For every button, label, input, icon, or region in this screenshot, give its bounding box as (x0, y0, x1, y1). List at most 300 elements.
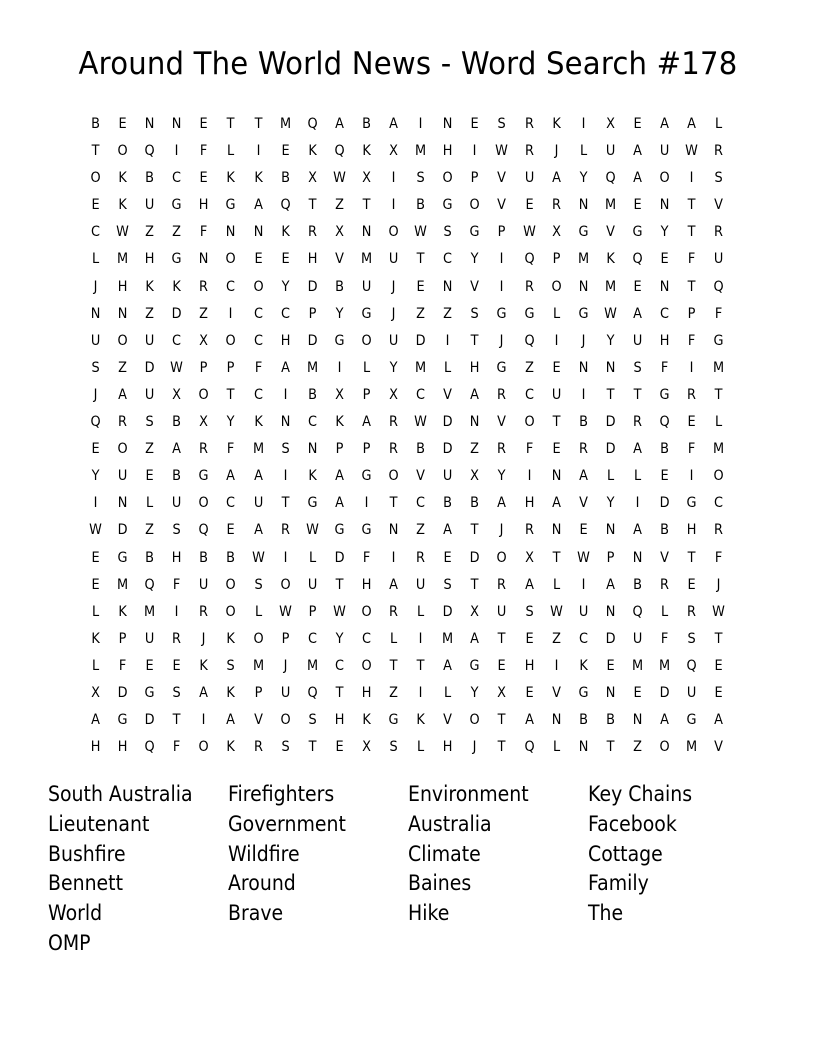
grid-letter: O (117, 332, 128, 349)
grid-letter: T (552, 414, 561, 431)
grid-letter: K (253, 170, 263, 187)
grid-letter: X (334, 224, 344, 241)
grid-letter: O (198, 495, 209, 512)
grid-letter: W (576, 549, 590, 566)
grid-letter: A (253, 522, 263, 539)
grid-letter: I (283, 386, 288, 403)
grid-letter: Q (713, 278, 724, 295)
word-list-item: Firefighters (228, 782, 335, 806)
grid-letter: O (117, 143, 128, 160)
grid-letter: K (118, 170, 127, 187)
grid-letter: F (200, 224, 208, 241)
word-list-item: Climate (408, 841, 481, 866)
grid-letter: G (686, 712, 697, 729)
grid-letter: H (307, 251, 318, 268)
grid-letter: C (226, 278, 236, 295)
grid-letter: G (469, 224, 480, 241)
grid-letter: K (91, 630, 100, 647)
grid-letter: J (581, 332, 586, 349)
grid-letter: N (117, 305, 128, 322)
grid-letter: J (391, 278, 396, 295)
grid-letter: D (605, 630, 616, 647)
word-list-item: The (588, 901, 624, 926)
grid-letter: O (361, 657, 372, 674)
grid-letter: N (361, 224, 372, 241)
grid-letter: A (660, 116, 669, 132)
grid-letter: N (659, 278, 670, 295)
grid-letter: D (144, 712, 155, 729)
grid-letter: V (497, 170, 507, 187)
grid-letter: W (414, 414, 428, 431)
grid-letter: H (659, 332, 670, 349)
grid-letter: C (172, 332, 182, 349)
grid-letter: R (497, 386, 507, 403)
grid-letter: U (632, 630, 643, 647)
grid-letter: E (91, 576, 100, 593)
word-list-item: Environment (408, 782, 529, 806)
grid-letter: Y (227, 414, 235, 431)
grid-letter: M (686, 739, 698, 756)
grid-letter: G (198, 468, 209, 485)
grid-letter: Z (389, 684, 398, 701)
grid-letter: D (171, 305, 182, 322)
grid-letter: Z (416, 522, 426, 539)
grid-letter: G (334, 522, 345, 539)
grid-letter: H (524, 495, 534, 512)
grid-letter: R (389, 603, 399, 620)
grid-letter: M (604, 278, 616, 295)
grid-letter: V (470, 278, 480, 295)
grid-letter: B (145, 549, 155, 566)
grid-letter: B (199, 549, 209, 566)
grid-letter: W (522, 224, 536, 241)
grid-letter: Z (145, 441, 155, 458)
grid-letter: K (606, 251, 615, 268)
grid-letter: E (199, 170, 208, 187)
grid-letter: T (416, 251, 425, 268)
grid-letter: T (91, 143, 100, 160)
grid-letter: I (256, 143, 261, 160)
grid-letter: B (443, 495, 453, 512)
grid-letter: O (225, 251, 237, 268)
grid-letter: I (445, 332, 450, 349)
grid-letter: F (227, 441, 235, 458)
grid-letter: B (416, 441, 426, 458)
grid-letter: D (469, 549, 480, 566)
grid-letter: N (605, 603, 616, 620)
grid-letter: A (334, 116, 344, 132)
grid-letter: T (498, 630, 506, 647)
grid-letter: V (443, 386, 453, 403)
grid-letter: C (253, 386, 263, 403)
grid-letter: I (337, 359, 342, 376)
grid-letter: M (604, 197, 616, 214)
grid-letter: F (254, 359, 262, 376)
grid-letter: T (552, 549, 561, 566)
grid-letter: M (360, 251, 373, 268)
grid-letter: T (687, 549, 696, 566)
grid-letter: O (361, 332, 372, 349)
grid-letter: T (714, 630, 723, 647)
grid-letter: B (226, 549, 236, 566)
grid-letter: I (391, 549, 396, 566)
grid-letter: N (307, 441, 318, 458)
grid-letter: A (389, 116, 398, 132)
grid-letter: A (334, 495, 344, 512)
word-list (48, 780, 768, 959)
grid-letter: Q (307, 684, 318, 701)
grid-letter: A (362, 414, 371, 431)
grid-letter: P (362, 386, 371, 403)
grid-letter: H (524, 657, 534, 674)
grid-letter: I (364, 495, 369, 512)
grid-letter: O (117, 441, 128, 458)
grid-letter: U (686, 684, 697, 701)
grid-letter: D (605, 414, 616, 431)
grid-letter: O (659, 739, 670, 756)
grid-letter: Q (144, 143, 155, 160)
grid-letter: B (172, 414, 182, 431)
grid-letter: E (470, 116, 479, 132)
grid-letter: C (307, 414, 317, 431)
grid-letter: C (714, 495, 724, 512)
grid-letter: I (418, 630, 423, 647)
grid-letter: K (335, 414, 344, 431)
grid-letter: O (225, 332, 237, 349)
grid-letter: B (660, 441, 669, 458)
grid-letter: M (252, 441, 264, 458)
grid-letter: X (199, 414, 209, 431)
grid-letter: U (605, 143, 616, 160)
grid-letter: T (714, 386, 723, 403)
grid-letter: A (633, 522, 642, 539)
grid-letter: L (633, 468, 642, 485)
grid-letter: N (551, 712, 561, 729)
grid-letter: D (144, 359, 155, 376)
grid-letter: A (497, 495, 507, 512)
grid-letter: X (497, 684, 507, 701)
grid-letter: R (524, 278, 534, 295)
grid-letter: H (171, 549, 182, 566)
grid-letter: P (227, 359, 235, 376)
grid-letter: Y (498, 468, 506, 485)
grid-letter: A (470, 386, 480, 403)
grid-letter: O (469, 197, 480, 214)
grid-letter: S (524, 603, 534, 620)
grid-letter: A (551, 495, 561, 512)
grid-letter: R (632, 414, 642, 431)
grid-letter: M (415, 143, 427, 160)
grid-letter: L (444, 359, 452, 376)
grid-letter: U (578, 603, 588, 620)
grid-letter: E (91, 441, 100, 458)
grid-letter: I (418, 684, 423, 701)
grid-letter: T (227, 116, 235, 132)
grid-letter: U (280, 684, 290, 701)
grid-letter: R (389, 441, 399, 458)
grid-letter: P (498, 224, 506, 241)
grid-letter: H (280, 332, 291, 349)
grid-letter: E (335, 739, 344, 756)
grid-letter: I (174, 143, 179, 160)
grid-letter: U (172, 495, 182, 512)
grid-letter: W (170, 359, 184, 376)
grid-letter: F (687, 332, 696, 349)
grid-letter: S (443, 224, 452, 241)
grid-letter: Y (389, 359, 398, 376)
grid-letter: Q (523, 332, 535, 349)
grid-letter: K (172, 278, 182, 295)
grid-letter: B (145, 170, 155, 187)
grid-letter: N (117, 495, 128, 512)
grid-letter: C (253, 332, 263, 349)
grid-letter: K (118, 603, 127, 620)
grid-letter: H (442, 739, 453, 756)
grid-letter: B (280, 170, 290, 187)
grid-letter: N (605, 522, 616, 539)
grid-letter: X (307, 170, 317, 187)
grid-letter: V (551, 684, 561, 701)
grid-letter: O (253, 278, 264, 295)
grid-letter: F (660, 359, 669, 376)
grid-letter: E (199, 116, 208, 132)
grid-letter: I (527, 468, 531, 485)
grid-letter: T (362, 197, 371, 214)
grid-letter: R (199, 603, 209, 620)
grid-letter: G (659, 386, 670, 403)
grid-letter: U (90, 332, 101, 349)
grid-letter: L (91, 657, 100, 674)
grid-letter: T (470, 522, 479, 539)
grid-letter: R (687, 603, 697, 620)
grid-letter: K (280, 224, 290, 241)
grid-letter: X (334, 386, 344, 403)
grid-letter: H (686, 522, 697, 539)
grid-letter: P (118, 630, 127, 647)
grid-letter: Z (470, 441, 480, 458)
grid-letter: V (416, 468, 426, 485)
grid-letter: K (308, 143, 317, 160)
grid-letter: P (281, 630, 290, 647)
grid-letter: W (116, 224, 130, 241)
grid-letter: V (578, 495, 588, 512)
grid-letter: N (551, 468, 561, 485)
grid-letter: P (200, 359, 208, 376)
grid-letter: O (496, 549, 508, 566)
grid-letter: O (388, 468, 399, 485)
grid-letter: R (416, 549, 426, 566)
grid-letter: B (470, 495, 480, 512)
grid-letter: E (524, 197, 534, 214)
grid-letter: E (552, 441, 561, 458)
grid-letter: A (660, 712, 669, 729)
grid-letter: R (253, 739, 263, 756)
grid-letter: H (199, 197, 209, 214)
grid-letter: U (713, 251, 724, 268)
grid-letter: G (578, 224, 589, 241)
grid-letter: Z (145, 305, 155, 322)
grid-letter: D (605, 441, 616, 458)
grid-letter: W (251, 549, 265, 566)
grid-letter: V (497, 197, 507, 214)
grid-letter: G (496, 359, 507, 376)
grid-letter: S (687, 630, 696, 647)
grid-letter: I (283, 549, 288, 566)
grid-letter: D (442, 414, 453, 431)
grid-letter: V (443, 712, 453, 729)
grid-letter: Q (307, 116, 318, 132)
grid-letter: A (524, 712, 534, 729)
grid-letter: L (552, 305, 560, 322)
grid-letter: T (281, 495, 290, 512)
grid-letter: L (552, 739, 560, 756)
grid-letter: L (389, 630, 398, 647)
grid-letter: N (280, 414, 291, 431)
grid-letter: W (712, 603, 726, 620)
grid-letter: H (361, 684, 372, 701)
grid-letter: M (306, 657, 318, 674)
grid-letter: R (172, 630, 182, 647)
grid-letter: N (442, 116, 453, 132)
grid-letter: X (605, 116, 615, 132)
grid-letter: F (714, 549, 723, 566)
grid-letter: M (117, 251, 129, 268)
grid-letter: L (660, 603, 669, 620)
grid-letter: G (713, 332, 724, 349)
grid-letter: Y (335, 630, 344, 647)
grid-letter: K (145, 278, 154, 295)
grid-letter: R (524, 143, 534, 160)
grid-letter: M (415, 359, 427, 376)
grid-letter: L (715, 414, 723, 431)
grid-letter: U (497, 603, 507, 620)
grid-letter: R (280, 522, 290, 539)
grid-letter: J (93, 386, 98, 403)
grid-letter: G (578, 305, 589, 322)
grid-letter: U (443, 468, 453, 485)
grid-letter: R (389, 414, 399, 431)
grid-letter: R (199, 278, 209, 295)
grid-letter: E (226, 522, 236, 539)
grid-letter: F (118, 657, 127, 674)
grid-letter: S (254, 576, 263, 593)
grid-letter: Z (145, 522, 155, 539)
grid-letter: U (307, 576, 318, 593)
grid-letter: C (416, 495, 426, 512)
grid-letter: D (659, 684, 670, 701)
grid-letter: P (254, 684, 262, 701)
grid-letter: H (117, 739, 128, 756)
grid-letter: L (308, 549, 316, 566)
grid-letter: E (281, 143, 290, 160)
grid-letter: Z (118, 359, 128, 376)
grid-letter: Q (605, 170, 616, 187)
grid-letter: O (280, 712, 291, 729)
grid-letter: Y (470, 251, 479, 268)
grid-letter: L (91, 251, 100, 268)
grid-letter: L (146, 495, 154, 512)
grid-letter: W (333, 170, 346, 187)
grid-letter: A (714, 712, 724, 729)
letter-grid (82, 111, 732, 761)
grid-letter: G (524, 305, 535, 322)
grid-letter: M (577, 251, 589, 268)
grid-letter: G (361, 468, 372, 485)
grid-letter: F (173, 739, 181, 756)
grid-letter: B (660, 522, 669, 539)
grid-letter: C (524, 386, 534, 403)
grid-letter: M (279, 116, 291, 132)
grid-letter: K (416, 712, 425, 729)
grid-letter: S (281, 739, 290, 756)
grid-letter: M (713, 359, 725, 376)
grid-letter: E (118, 116, 127, 132)
grid-letter: I (283, 468, 288, 485)
grid-letter: E (524, 684, 534, 701)
grid-letter: O (280, 576, 291, 593)
grid-letter: T (470, 332, 479, 349)
grid-letter: M (713, 441, 725, 458)
grid-letter: T (308, 739, 317, 756)
grid-letter: N (226, 224, 236, 241)
grid-letter: F (362, 549, 371, 566)
grid-letter: W (89, 522, 102, 539)
word-list-item: Facebook (588, 811, 677, 836)
grid-letter: T (172, 712, 181, 729)
page-title: Around The World News - Word Search #178 (78, 46, 738, 82)
grid-letter: U (388, 332, 399, 349)
grid-letter: Z (524, 359, 534, 376)
grid-letter: M (252, 657, 264, 674)
grid-letter: E (524, 630, 534, 647)
grid-letter: N (605, 684, 616, 701)
grid-letter: Q (198, 522, 209, 539)
grid-letter: I (472, 143, 477, 160)
grid-letter: B (605, 712, 615, 729)
grid-letter: F (525, 441, 533, 458)
grid-letter: E (172, 657, 181, 674)
grid-letter: C (443, 251, 453, 268)
grid-letter: Y (91, 468, 100, 485)
word-list-item: Cottage (588, 841, 663, 866)
grid-letter: O (198, 739, 209, 756)
grid-letter: S (443, 576, 452, 593)
grid-letter: M (631, 657, 643, 674)
grid-letter: O (225, 603, 237, 620)
grid-letter: L (444, 684, 452, 701)
word-list-item: Family (588, 871, 649, 896)
grid-letter: R (714, 143, 724, 160)
grid-letter: D (442, 603, 453, 620)
grid-letter: W (685, 143, 698, 160)
grid-letter: B (578, 712, 588, 729)
grid-letter: A (633, 441, 642, 458)
grid-letter: O (225, 576, 237, 593)
grid-letter: U (524, 170, 534, 187)
grid-letter: S (389, 739, 398, 756)
grid-letter: B (578, 414, 588, 431)
grid-letter: I (229, 305, 233, 322)
grid-letter: G (117, 712, 128, 729)
grid-letter: Q (90, 414, 101, 431)
grid-letter: D (415, 332, 426, 349)
grid-letter: Z (633, 739, 642, 756)
grid-letter: A (524, 576, 534, 593)
grid-letter: M (306, 359, 318, 376)
grid-letter: U (415, 576, 426, 593)
grid-letter: R (714, 224, 724, 241)
grid-letter: G (686, 495, 697, 512)
